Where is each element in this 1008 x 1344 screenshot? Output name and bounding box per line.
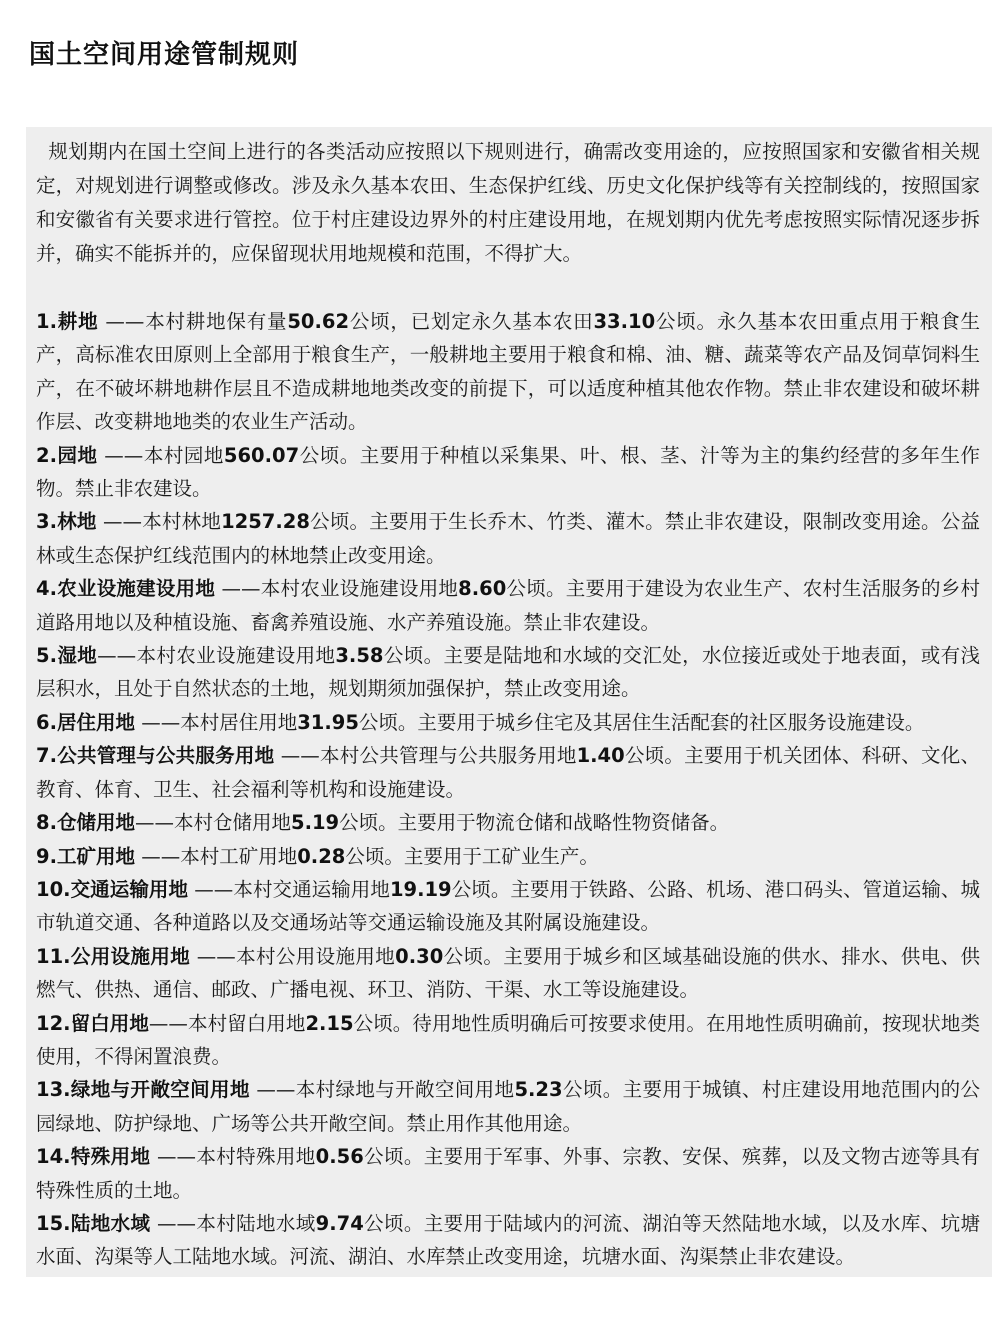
rule-area-value: 1257.28 [221,510,310,534]
rule-text: 本村林地 [142,510,222,534]
rule-area-value: 5.23 [514,1078,563,1102]
rule-dash: —— [97,644,137,668]
rule-item [36,806,980,839]
rule-text: 本村耕地保有量 [144,310,288,333]
rule-text: 本村特殊用地 [196,1145,316,1169]
rule-name: 公共管理与公共服务用地 [56,744,275,768]
rule-heading [36,577,215,600]
rule-item [36,639,980,706]
rule-dash: —— [98,310,145,333]
rule-text: 本村绿地与开敞空间用地 [295,1078,515,1102]
rule-item [36,1140,980,1207]
page-title: 国土空间用途管制规则 [29,40,300,70]
rule-dash: —— [150,1145,197,1169]
rule-heading [36,1145,150,1168]
rule-dash: —— [97,443,144,467]
rule-text: 公顷。主要用于城镇、村庄建设用地范围内的公园绿地、防护绿地、广场等公共开敞空间。禁止用作其他用途。 [36,1078,980,1135]
rule-area-value: 31.95 [297,710,359,734]
rule-text: 公顷。主要用于铁路、公路、机场、港口码头、管道运输、城市轨道交通、各种道路以及交通场站等交通运输设施及其附属设施建设。 [36,877,980,935]
rule-text: 公顷。主要用于陆域内的河流、湖泊等天然陆地水域，以及水库、坑塘水面、沟渠等人工陆地水域。河流、湖泊、水库禁止改变用途，坑塘水面、沟渠禁止非农建设。 [36,1211,980,1269]
rule-text: 公顷。待用地性质明确后可按要求使用。在用地性质明确前，按现状地类使用，不得闲置浪费。 [36,1011,980,1068]
rule-area-value: 8.60 [458,577,507,601]
rule-dash: —— [188,877,234,901]
rule-item [36,706,980,739]
rule-dash: —— [215,577,261,601]
rule-number: 5. [36,644,57,668]
rule-area-value: 0.28 [297,844,346,868]
rule-text: 本村陆地水域 [196,1211,316,1235]
rule-dash: —— [135,811,174,835]
rule-heading [36,310,98,333]
rule-name: 农业设施建设用地 [56,577,216,601]
rule-area-value: 3.58 [335,644,384,668]
rule-heading [36,744,274,767]
rule-number: 11. [36,944,71,968]
rules-list [36,305,980,1274]
rule-number: 9. [36,844,57,868]
rule-text: 公顷。主要用于城乡和区域基础设施的供水、排水、供电、供燃气、供热、通信、邮政、广播电视、环卫、消防、干渠、水工等设施建设。 [36,944,980,1002]
rule-item [36,739,980,806]
rule-heading [36,711,135,734]
rule-number: 3. [36,510,57,534]
rule-area-value: 0.56 [315,1145,364,1169]
rule-heading [36,845,135,868]
rule-number: 15. [36,1211,71,1235]
rule-heading [36,1212,150,1235]
rule-item [36,572,980,639]
rule-item [36,439,980,506]
rule-name: 工矿用地 [56,844,135,868]
rule-area-value: 0.30 [395,944,444,968]
rule-number: 10. [36,877,71,901]
rule-text: 公顷。主要用于物流仓储和战略性物资储备。 [339,811,730,835]
rule-text: 本村园地 [143,443,224,467]
rule-text: 本村农业设施建设用地 [260,577,459,601]
rule-number: 7. [36,744,57,768]
rule-heading [36,1012,149,1035]
rule-area-value: 2.15 [305,1011,354,1035]
rule-item [36,940,980,1007]
rule-dash: —— [135,710,181,734]
rule-dash: —— [148,1011,188,1035]
rule-name: 居住用地 [56,710,135,734]
rule-dash: —— [96,510,143,534]
rule-text: 公顷，已划定永久基本农田 [349,310,594,333]
intro-paragraph: 规划期内在国土空间上进行的各类活动应按照以下规则进行，确需改变用途的，应按照国家和安徽省相关规定，对规划进行调整或修改。涉及永久基本农田、生态保护红线、历史文化保护线等有关控制线的，按照国家和安徽省有关要求进行管控。位于村庄建设边界外的村庄建设用地，在规划期内优先考虑按照实际情况逐步拆并，确实不能拆并的，应保留现状用地规模和范围，不得扩大。 [36,140,980,265]
rule-item [36,1073,980,1140]
rule-area-value: 33.10 [593,310,656,333]
rule-heading [36,878,188,901]
rule-text: 公顷。主要用于工矿业生产。 [345,844,599,868]
rule-text: 本村公用设施用地 [235,944,396,968]
rule-name: 特殊用地 [70,1145,151,1169]
rule-name: 留白用地 [70,1011,149,1035]
rule-dash: —— [249,1078,296,1102]
rule-heading [36,811,135,834]
rule-text: 本村交通运输用地 [233,877,390,901]
rule-name: 公用设施用地 [70,944,191,968]
rule-area-value: 1.40 [576,744,625,768]
rule-dash: —— [135,844,181,868]
paragraph-spacer [36,271,980,305]
rule-text: 公顷。主要是陆地和水域的交汇处，水位接近或处于地表面，或有浅层积水，且处于自然状态的土地，规划期须加强保护，禁止改变用途。 [36,644,980,701]
rule-name: 林地 [56,510,97,534]
rule-number: 2. [36,443,57,467]
rule-text: 本村留白用地 [187,1011,306,1035]
rule-text: 本村仓储用地 [174,811,292,835]
rule-text: 本村居住用地 [180,710,298,734]
rule-text: 公顷。主要用于机关团体、科研、文化、教育、体育、卫生、社会福利等机构和设施建设。 [36,744,980,801]
rule-text: 公顷。主要用于生长乔木、竹类、灌木。禁止非农建设，限制改变用途。公益林或生态保护红线范围内的林地禁止改变用途。 [36,510,980,567]
rule-item [36,1007,980,1074]
rule-item [36,1207,980,1274]
rule-number: 6. [36,710,57,734]
rule-area-value: 560.07 [223,443,300,467]
rule-area-value: 50.62 [287,310,350,333]
rule-number: 4. [36,577,57,601]
rule-name: 陆地水域 [70,1211,151,1235]
rule-dash: —— [190,944,236,968]
rule-item [36,840,980,873]
rule-heading [36,444,98,467]
rule-heading [36,945,190,968]
rule-text: 本村工矿用地 [180,844,298,868]
rule-number: 13. [36,1078,71,1102]
rule-name: 园地 [56,443,98,467]
rule-text: 公顷。主要用于城乡住宅及其居住生活配套的社区服务设施建设。 [358,710,925,734]
rule-area-value: 5.19 [291,811,340,835]
rule-text: 公顷。主要用于军事、外事、宗教、安保、殡葬，以及文物古迹等具有特殊性质的土地。 [36,1145,980,1202]
rule-item [36,305,980,439]
rule-name: 绿地与开敞空间用地 [70,1078,250,1102]
rule-item [36,505,980,572]
rule-dash: —— [150,1211,197,1235]
rule-text: 公顷。主要用于建设为农业生产、农村生活服务的乡村道路用地以及种植设施、畜禽养殖设施、水产养殖设施。禁止非农建设。 [36,577,980,634]
rule-area-value: 19.19 [389,877,452,901]
rule-heading [36,1078,250,1101]
rule-name: 仓储用地 [56,811,135,835]
rules-panel [26,127,992,1277]
rule-name: 湿地 [56,644,98,668]
rule-text: 公顷。永久基本农田重点用于粮食生产，高标准农田原则上全部用于粮食生产，一般耕地主要用于粮食和棉、油、糖、蔬菜等农产品及饲草饲料生产，在不破坏耕地耕作层且不造成耕地地类改变的前提下，可以适度种植其他农作物。禁止非农建设和破坏耕作层、改变耕地地类的农业生产活动。 [36,310,980,434]
rule-heading [36,644,97,667]
rule-heading [36,510,97,533]
rule-number: 14. [36,1145,71,1169]
rule-item [36,873,980,940]
rule-number: 8. [36,811,57,835]
rule-area-value: 9.74 [315,1211,364,1235]
rule-text: 本村公共管理与公共服务用地 [319,744,577,768]
rule-dash: —— [274,744,320,768]
rule-number: 12. [36,1011,71,1035]
rule-name: 耕地 [56,310,99,333]
rule-number: 1. [36,310,57,333]
rule-text: 本村农业设施建设用地 [136,644,336,668]
rule-name: 交通运输用地 [70,877,189,901]
rule-text: 公顷。主要用于种植以采集果、叶、根、茎、汁等为主的集约经营的多年生作物。禁止非农建设。 [36,443,980,501]
